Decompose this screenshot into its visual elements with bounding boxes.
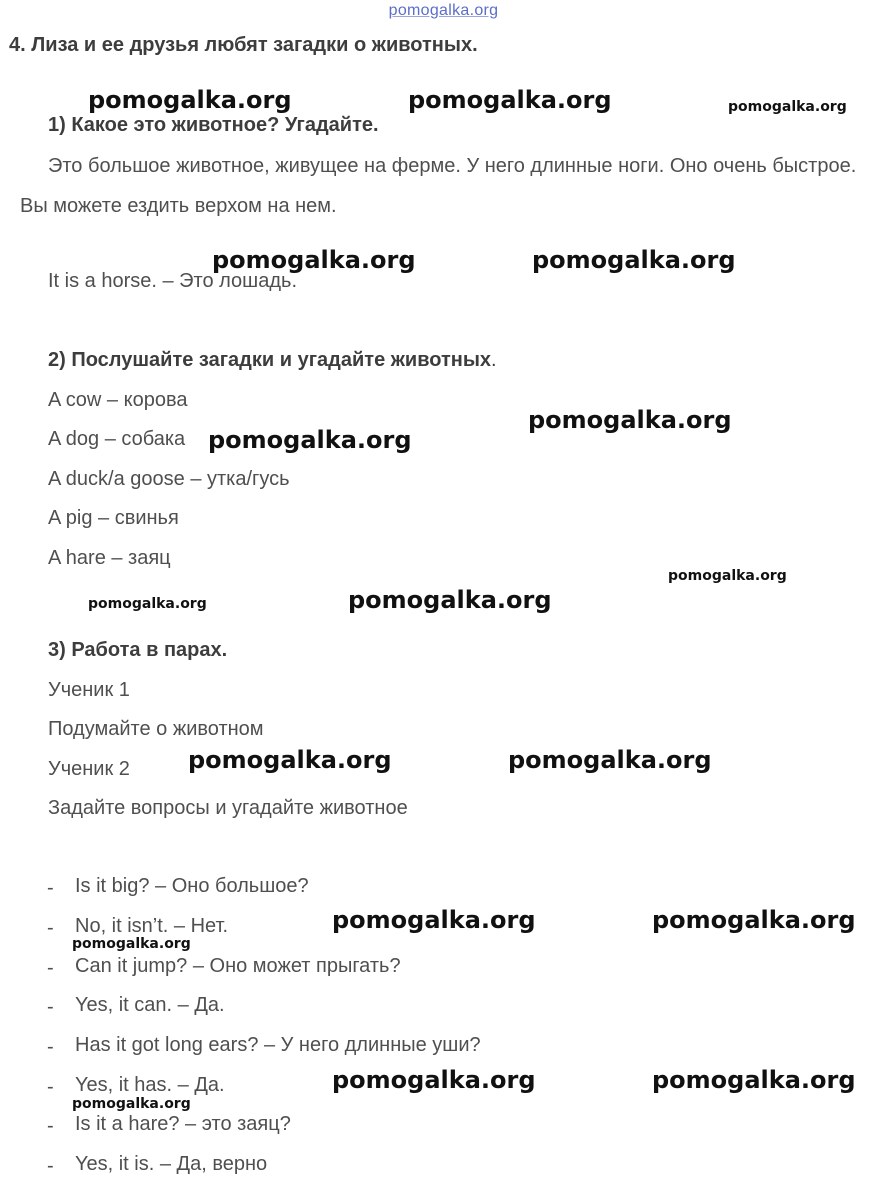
- watermark: pomogalka.org: [72, 936, 191, 952]
- pair-line: Подумайте о животном: [48, 718, 264, 740]
- section3-heading: 3) Работа в парах.: [48, 639, 228, 661]
- dialogue-dash: -: [47, 877, 54, 899]
- watermark: pomogalka.org: [332, 906, 536, 934]
- pair-line: Ученик 1: [48, 679, 130, 701]
- watermark: pomogalka.org: [72, 1096, 191, 1112]
- top-watermark: pomogalka.org: [388, 2, 499, 19]
- watermark: pomogalka.org: [88, 86, 292, 114]
- animal-item: A duck/a goose – утка/гусь: [48, 468, 290, 490]
- watermark: pomogalka.org: [508, 746, 712, 774]
- watermark: pomogalka.org: [212, 246, 416, 274]
- watermark: pomogalka.org: [728, 99, 847, 115]
- dialogue-line: Is it big? – Оно большое?: [75, 875, 309, 897]
- dialogue-line: Has it got long ears? – У него длинные уши?: [75, 1034, 481, 1056]
- animal-item: A pig – свинья: [48, 507, 179, 529]
- dialogue-line: Yes, it has. – Да.: [75, 1074, 225, 1096]
- dialogue-line: Yes, it can. – Да.: [75, 994, 225, 1016]
- dialogue-dash: -: [47, 1076, 54, 1098]
- riddle-text: Это большое животное, живущее на ферме. У него длинные ноги. Оно очень быстрое. Вы можете ездить верхом на нем.: [20, 155, 857, 217]
- watermark: pomogalka.org: [668, 568, 787, 584]
- dialogue-dash: -: [47, 1036, 54, 1058]
- section2-heading-dot: .: [491, 349, 497, 371]
- animal-item: A hare – заяц: [48, 547, 171, 569]
- watermark: pomogalka.org: [532, 246, 736, 274]
- dialogue-line: Yes, it is. – Да, верно: [75, 1153, 268, 1175]
- watermark: pomogalka.org: [88, 596, 207, 612]
- section2-heading: [48, 349, 497, 372]
- watermark: pomogalka.org: [652, 906, 856, 934]
- pair-line: Ученик 2: [48, 758, 130, 780]
- watermark: pomogalka.org: [332, 1066, 536, 1094]
- dialogue-line: No, it isn’t. – Нет.: [75, 915, 228, 937]
- watermark: pomogalka.org: [188, 746, 392, 774]
- watermark: pomogalka.org: [348, 586, 552, 614]
- watermark: pomogalka.org: [208, 426, 412, 454]
- task-title: 4. Лиза и ее друзья любят загадки о животных.: [9, 34, 478, 56]
- dialogue-dash: -: [47, 1155, 54, 1177]
- watermark: pomogalka.org: [528, 406, 732, 434]
- animal-item: A cow – корова: [48, 389, 188, 411]
- section1-answer: It is a horse. – Это лошадь.: [48, 270, 297, 292]
- dialogue-dash: -: [47, 996, 54, 1018]
- section1-heading: 1) Какое это животное? Угадайте.: [48, 114, 379, 136]
- watermark: pomogalka.org: [652, 1066, 856, 1094]
- pair-line: Задайте вопросы и угадайте животное: [48, 797, 408, 819]
- dialogue-line: Can it jump? – Оно может прыгать?: [75, 955, 401, 977]
- dialogue-dash: -: [47, 1115, 54, 1137]
- dialogue-dash: -: [47, 957, 54, 979]
- animal-item: A dog – собака: [48, 428, 186, 450]
- dialogue-line: Is it a hare? – это заяц?: [75, 1113, 291, 1135]
- watermark: pomogalka.org: [408, 86, 612, 114]
- section1-riddle: [20, 146, 880, 226]
- section2-heading-text: 2) Послушайте загадки и угадайте животных: [48, 349, 492, 371]
- dialogue-dash: -: [47, 917, 54, 939]
